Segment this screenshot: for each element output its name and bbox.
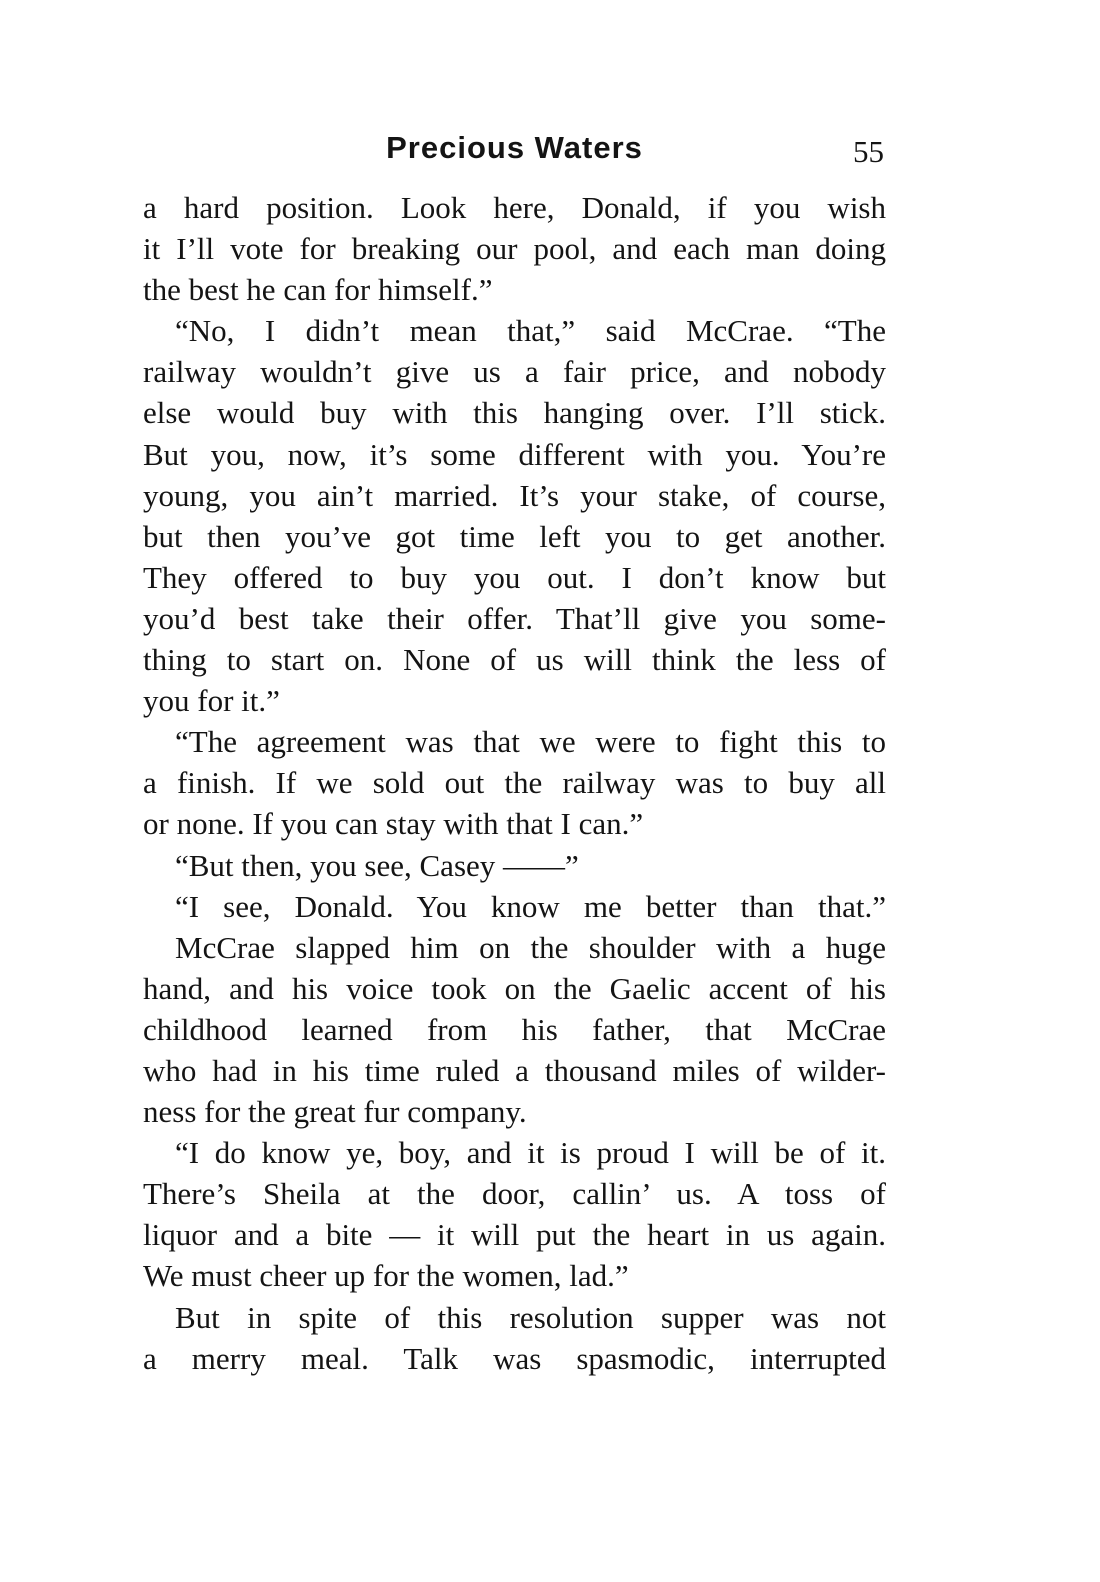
- text-line: “The agreement was that we were to fight this to: [175, 724, 886, 760]
- text-line: it I’ll vote for breaking our pool, and each man doing: [143, 231, 886, 267]
- text-line: a merry meal. Talk was spasmodic, interrupted: [143, 1340, 886, 1376]
- text-line: McCrae slapped him on the shoulder with a huge: [175, 929, 886, 965]
- running-title: Precious Waters: [386, 130, 643, 165]
- text-line: liquor and a bite — it will put the heart in us again.: [143, 1217, 886, 1253]
- text-line: young, you ain’t married. It’s your stake, of course,: [143, 477, 886, 513]
- text-line: thing to start on. None of us will think the less of: [143, 642, 886, 678]
- text-line: else would buy with this hanging over. I’ll stick.: [143, 395, 886, 431]
- text-line: They offered to buy you out. I don’t know but: [143, 559, 886, 595]
- text-line: But in spite of this resolution supper was not: [175, 1299, 886, 1335]
- page-number: 55: [853, 134, 884, 169]
- text-line: or none. If you can stay with that I can.”: [143, 806, 644, 842]
- text-line: but then you’ve got time left you to get another.: [143, 518, 886, 554]
- body-text: [143, 187, 886, 1379]
- text-line: “I see, Donald. You know me better than that.”: [175, 888, 886, 924]
- text-line: hand, and his voice took on the Gaelic accent of his: [143, 970, 886, 1006]
- text-line: who had in his time ruled a thousand miles of wilder-: [143, 1052, 886, 1088]
- text-line: “But then, you see, Casey ——”: [175, 847, 579, 883]
- text-line: you for it.”: [143, 683, 280, 719]
- text-line: you’d best take their offer. That’ll give you some-: [143, 600, 886, 636]
- text-line: We must cheer up for the women, lad.”: [143, 1258, 629, 1294]
- text-line: a hard position. Look here, Donald, if you wish: [143, 190, 886, 225]
- text-line: “No, I didn’t mean that,” said McCrae. “The: [175, 313, 886, 349]
- text-line: childhood learned from his father, that McCrae: [143, 1011, 886, 1047]
- page-header: [143, 128, 886, 174]
- text-line: But you, now, it’s some different with you. You’re: [143, 436, 886, 472]
- text-line: a finish. If we sold out the railway was to buy all: [143, 765, 886, 801]
- text-line: railway wouldn’t give us a fair price, and nobody: [143, 354, 886, 390]
- text-line: ness for the great fur company.: [143, 1094, 527, 1130]
- text-line: the best he can for himself.”: [143, 272, 493, 308]
- text-line: “I do know ye, boy, and it is proud I will be of it.: [175, 1135, 886, 1171]
- text-line: There’s Sheila at the door, callin’ us. A toss of: [143, 1176, 886, 1212]
